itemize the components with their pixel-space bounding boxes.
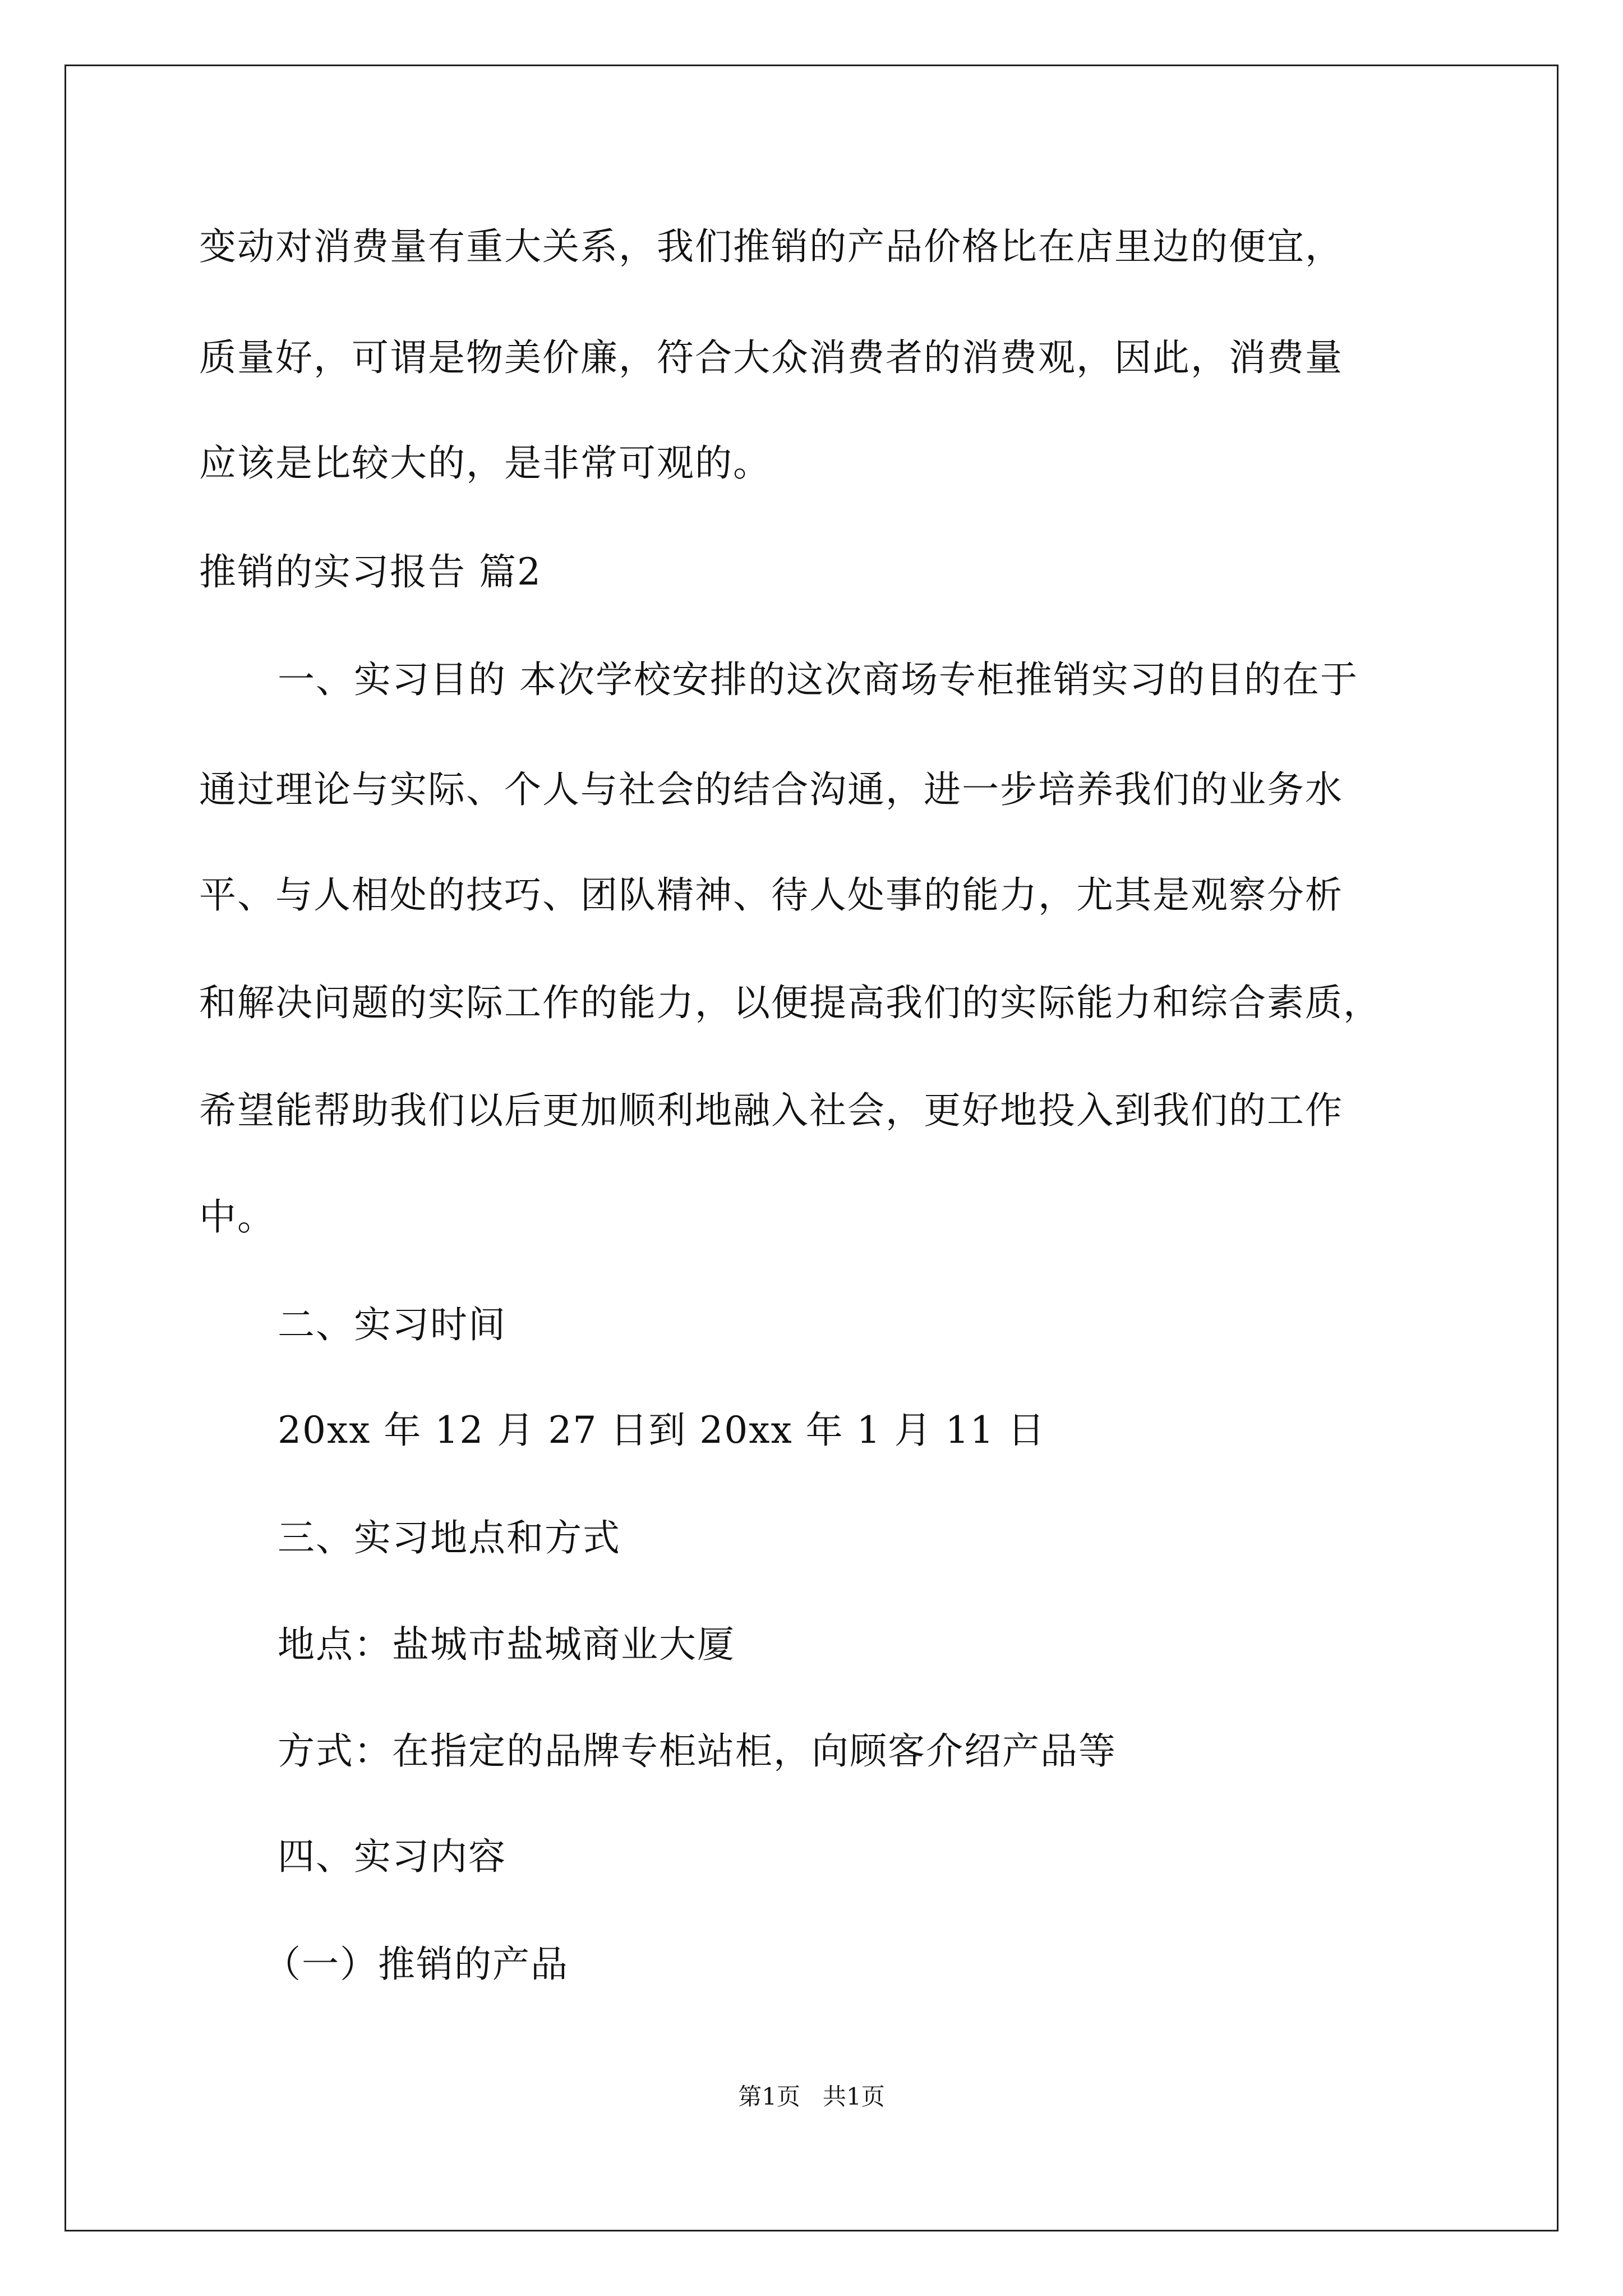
date-line: 20xx 年 12 月 27 日到 20xx 年 1 月 11 日: [278, 1409, 1046, 1452]
body-line: 变动对消费量有重大关系，我们推销的产品价格比在店里边的便宜，: [199, 225, 1343, 268]
body-line: 应该是比较大的，是非常可观的。: [199, 441, 771, 485]
subheading: 二、实习时间: [278, 1303, 506, 1346]
body-line: 一、实习目的 本次学校安排的这次商场专柜推销实习的目的在于: [278, 658, 1358, 701]
body-line: 地点：盐城市盐城商业大厦: [278, 1623, 735, 1666]
subheading: 三、实习地点和方式: [278, 1516, 621, 1559]
page-frame: [64, 65, 1559, 2231]
page-footer: 第1页 共1页: [738, 2083, 885, 2110]
body-line: 质量好，可谓是物美价廉，符合大众消费者的消费观，因此，消费量: [199, 336, 1343, 379]
body-line: 平、与人相处的技巧、团队精神、待人处事的能力，尤其是观察分析: [199, 873, 1343, 917]
section-heading: 推销的实习报告 篇2: [199, 550, 542, 593]
body-line: 希望能帮助我们以后更加顺利地融入社会，更好地投入到我们的工作: [199, 1089, 1343, 1132]
subheading: （一）推销的产品: [264, 1943, 569, 1986]
body-line: 中。: [199, 1195, 275, 1239]
body-line: 方式：在指定的品牌专柜站柜，向顾客介绍产品等: [278, 1729, 1117, 1773]
body-line: 通过理论与实际、个人与社会的结合沟通，进一步培养我们的业务水: [199, 768, 1343, 811]
body-line: 和解决问题的实际工作的能力，以便提高我们的实际能力和综合素质，: [199, 981, 1381, 1024]
subheading: 四、实习内容: [278, 1835, 506, 1878]
